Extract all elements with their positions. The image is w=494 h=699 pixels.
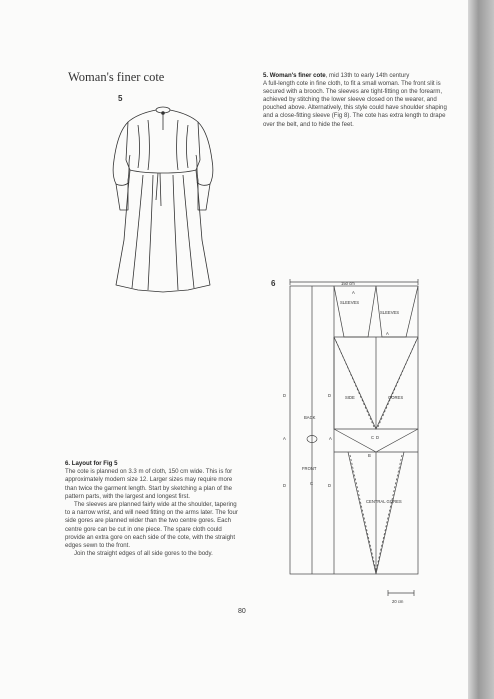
label-a-left: A [283,436,286,441]
scale-label: 20 cm [392,599,404,604]
label-b-center: B [368,453,371,458]
label-a-right: A [329,436,332,441]
layout-paragraph-3: Join the straight edges of all side gores to the body. [74,550,213,558]
page-title: Woman's finer cote [68,70,165,84]
layout-paragraph-2: The sleeves are planned fairly wide at the shoulder, tapering to a narrow wrist, and will need fitting on the arms later. The four side gores are planned wider than the two centre gores. Each centre gore can be cut in one piece. The spare cloth could provide an extra gore on each side of the cote, with the straight edges sewn to the front. [65,501,238,550]
description-heading: 5. Woman's finer cote [263,72,326,79]
gores-label: GORES [388,395,404,400]
label-a-sleeve: A [386,331,389,336]
book-spine-shadow [468,0,494,699]
description-body: A full-length cote in fine cloth, to fit a small woman. The front slit is secured with a brooch. The sleeves are tight-fitting on the forearm, achieved by stitching the lower sleeve closed on the wearer, and pouched above. Alternatively, this style could have shoulder shaping and a close-fitting sleeve (Fig 8). The cote has extra length to drape over the belt, and to hide the feet. [263,80,447,128]
layout-text-block [65,460,241,558]
width-label: 150 cm [341,281,355,286]
sleeves-label-2: SLEEVES [380,310,400,315]
figure-6-number: 6 [271,279,276,288]
label-d-gore: D [376,435,380,440]
label-a-top: A [352,290,355,295]
figure-5-number: 5 [118,94,123,103]
label-c-gore: C [371,435,375,440]
sleeves-label: SLEEVES [340,300,360,305]
label-d-4: D [328,483,332,488]
page-number: 80 [238,608,246,615]
figure-5-description [263,72,453,129]
layout-heading: 6. Layout for Fig 5 [65,460,118,467]
label-c: C [310,481,314,486]
side-label: SIDE [345,395,355,400]
description-subtitle: , mid 13th to early 14th century [325,72,410,79]
back-label: BACK [304,415,316,420]
central-gores-label: CENTRAL GORES [366,499,402,504]
label-d-3: D [283,483,287,488]
label-d-1: D [283,393,287,398]
label-d-2: D [328,393,332,398]
front-label: FRONT [302,466,317,471]
layout-paragraph-1: The cote is planned on 3.3 m of cloth, 150 cm wide. This is for approximately modern size 12. Larger sizes may require more than twice the garment length. Start by sketching a plan of the pattern parts, with the largest and longest first. [65,468,233,500]
figure-6-cutting-layout [276,277,436,613]
figure-5-gown-illustration [98,100,228,300]
